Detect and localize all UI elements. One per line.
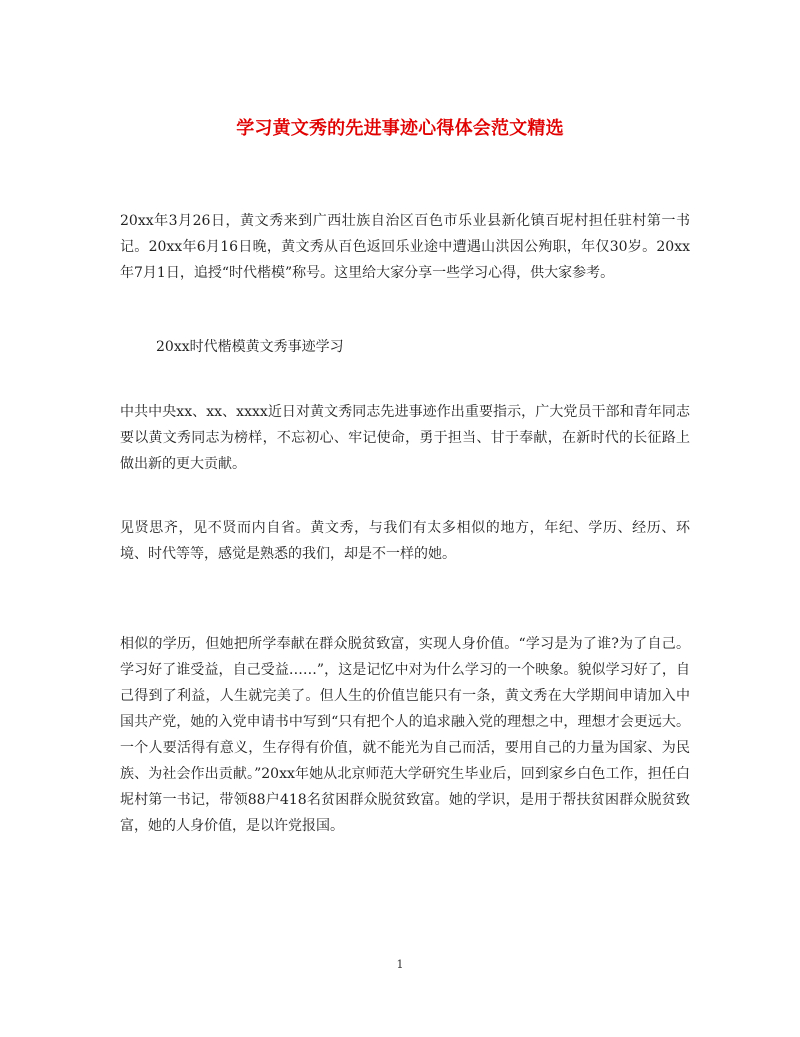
paragraph-story: 相似的学历，但她把所学奉献在群众脱贫致富，实现人身价值。“学习是为了谁?为了自己。学习好了谁受益，自己受益……”，这是记忆中对为什么学习的一个映象。貌似学习好了，自己得到了利益，人生就完美了。但人生的价值岂能只有一条，黄文秀在大学期间申请加入中国共产党，她的入党申请书中写到“只有把个人的追求融入党的理想之中，理想才会更远大。一个人要活得有意义，生存得有价值，就不能光为自己而活，要用自己的力量为国家、为民族、为社会作出贡献。”20xx年她从北京师范大学研究生毕业后，回到家乡白色工作，担任白坭村第一书记，带领88户418名贫困群众脱贫致富。她的学识，是用于帮扶贫困群众脱贫致富，她的人身价值，是以许党报国。 (120, 636, 690, 834)
paragraph-reflection: 见贤思齐，见不贤而内自省。黄文秀，与我们有太多相似的地方，年纪、学历、经历、环境、时代等等，感觉是熟悉的我们，却是不一样的她。 (120, 520, 690, 562)
page-number: 1 (396, 958, 404, 971)
paragraph-intro: 20xx年3月26日，黄文秀来到广西壮族自治区百色市乐业县新化镇百坭村担任驻村第一书记。20xx年6月16日晚，黄文秀从百色返回乐业途中遭遇山洪因公殉职，年仅30岁。20xx年7月1日，追授“时代楷模”称号。这里给大家分享一些学习心得，供大家参考。 (120, 213, 690, 281)
paragraph-instruction: 中共中央xx、xx、xxxx近日对黄文秀同志先进事迹作出重要指示，广大党员干部和青年同志要以黄文秀同志为榜样，不忘初心、牢记使命，勇于担当、甘于奉献，在新时代的长征路上做出新的更大贡献。 (120, 404, 690, 472)
section-subheading: 20xx时代楷模黄文秀事迹学习 (156, 339, 344, 355)
document-title: 学习黄文秀的先进事迹心得体会范文精选 (236, 118, 564, 139)
